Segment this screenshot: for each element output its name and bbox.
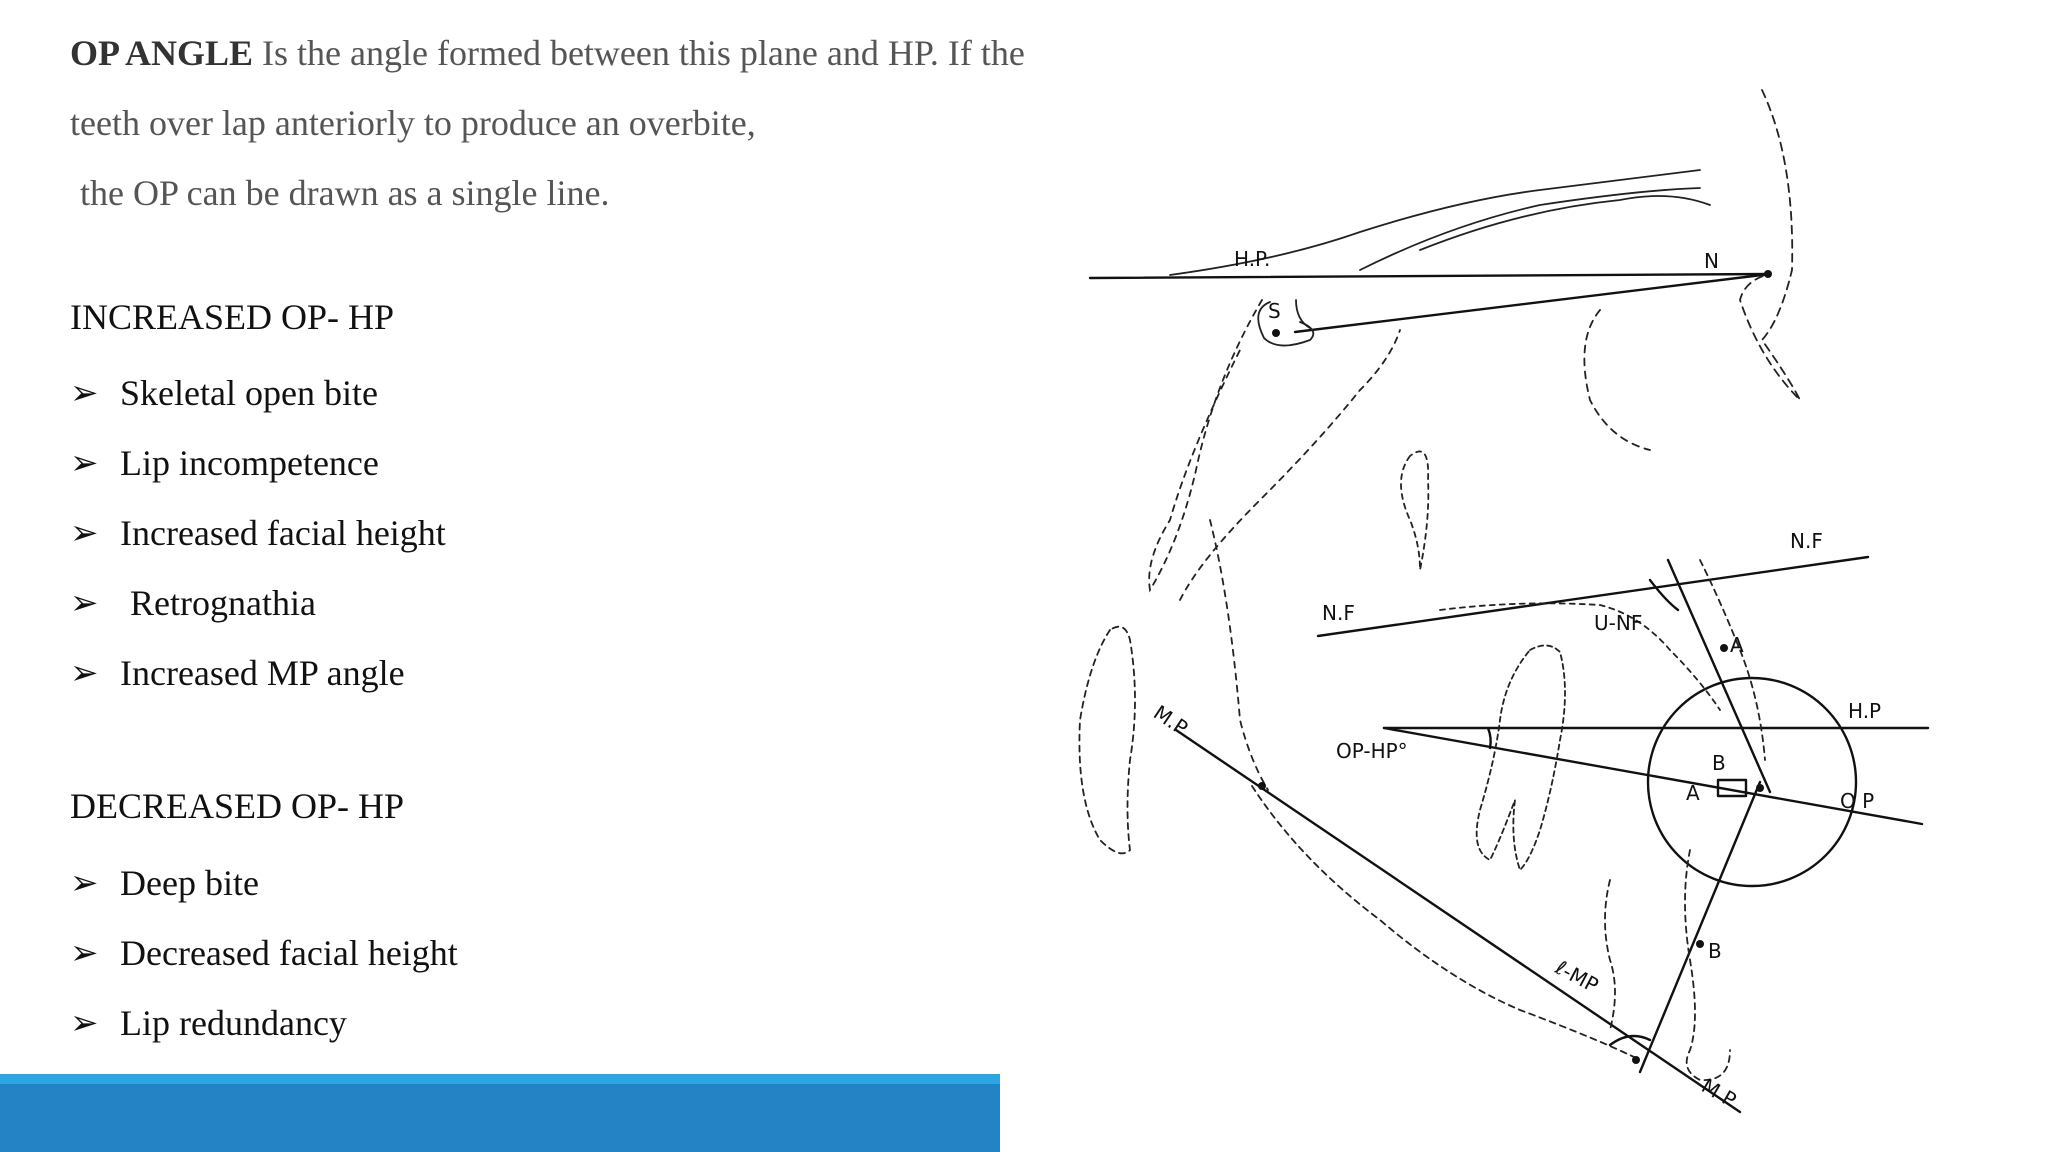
label-hp-mid: H.P (1848, 699, 1882, 723)
increased-heading: INCREASED OP- HP (70, 297, 395, 337)
label-u-nf: U-NF (1594, 611, 1643, 635)
arrow-bullet-icon: ➢ (70, 583, 99, 623)
arrow-bullet-icon: ➢ (70, 373, 99, 413)
op-angle-term: OP ANGLE (70, 33, 254, 73)
chin-outline (1685, 850, 1730, 1080)
label-b-lower: B (1708, 939, 1722, 963)
label-s: S (1268, 299, 1281, 323)
list-item: ➢ Increased facial height (70, 498, 446, 568)
intro-line-3: the OP can be drawn as a single line. (80, 173, 610, 213)
list-item: ➢ Lip incompetence (70, 428, 446, 498)
label-op: O P (1840, 789, 1875, 813)
list-item: ➢ Increased MP angle (70, 638, 446, 708)
nf-line (1318, 557, 1868, 636)
label-b-circle: B (1712, 751, 1726, 775)
soft-tissue-profile (1740, 90, 1800, 400)
point-n (1764, 270, 1772, 278)
point-s (1272, 329, 1280, 337)
mandible-outline (1252, 786, 1640, 1060)
list-item: ➢ Skeletal open bite (70, 358, 446, 428)
label-nf-left: N.F (1322, 601, 1355, 625)
label-op-hp: OP-HP° (1336, 739, 1408, 763)
op-hp-arc (1488, 728, 1491, 748)
arrow-bullet-icon: ➢ (70, 933, 99, 973)
intro-line-2: teeth over lap anteriorly to produce an overbite, (70, 103, 756, 143)
list-item: ➢ Retrognathia (70, 568, 446, 638)
arrow-bullet-icon: ➢ (70, 653, 99, 693)
cephalometric-diagram (1040, 70, 1960, 1130)
arrow-bullet-icon: ➢ (70, 513, 99, 553)
label-mp-bottom: M P (1697, 1073, 1741, 1113)
decreased-list (70, 848, 458, 1058)
ear-outline (1079, 627, 1135, 854)
point-menton (1632, 1056, 1640, 1064)
point-b-lower (1696, 940, 1704, 948)
label-n: N (1704, 249, 1719, 273)
decreased-heading: DECREASED OP- HP (70, 786, 405, 826)
orbit-outline (1401, 451, 1428, 570)
arrow-bullet-icon: ➢ (70, 1003, 99, 1043)
point-op (1756, 784, 1764, 792)
point-mp (1258, 782, 1266, 790)
list-item: ➢ Deep bite (70, 848, 458, 918)
point-a-upper (1720, 644, 1728, 652)
label-a-upper: A (1730, 633, 1744, 657)
posterior-face-outline (1149, 300, 1262, 590)
analysis-circle (1648, 678, 1856, 886)
hp-line-top (1090, 274, 1770, 278)
label-a-circle: A (1686, 781, 1700, 805)
label-nf-right: N.F (1790, 529, 1823, 553)
arrow-bullet-icon: ➢ (70, 443, 99, 483)
footer-accent-bar (0, 1074, 1000, 1084)
list-item: ➢ Decreased facial height (70, 918, 458, 988)
sn-line (1295, 274, 1770, 332)
l-mp-arc (1610, 1036, 1650, 1045)
intro-line-1: OP ANGLE Is the angle formed between this plane and HP. If the (70, 33, 1025, 73)
label-mp-left: M.P (1149, 700, 1193, 741)
list-item: ➢ Lip redundancy (70, 988, 458, 1058)
label-hp-top: H.P. (1234, 247, 1271, 271)
maxilla-outline (1440, 603, 1720, 710)
arrow-bullet-icon: ➢ (70, 863, 99, 903)
label-l-mp: ℓ-MP (1551, 955, 1603, 998)
increased-list (70, 358, 446, 708)
intro-text (70, 18, 1190, 228)
footer-band (0, 1084, 1000, 1152)
